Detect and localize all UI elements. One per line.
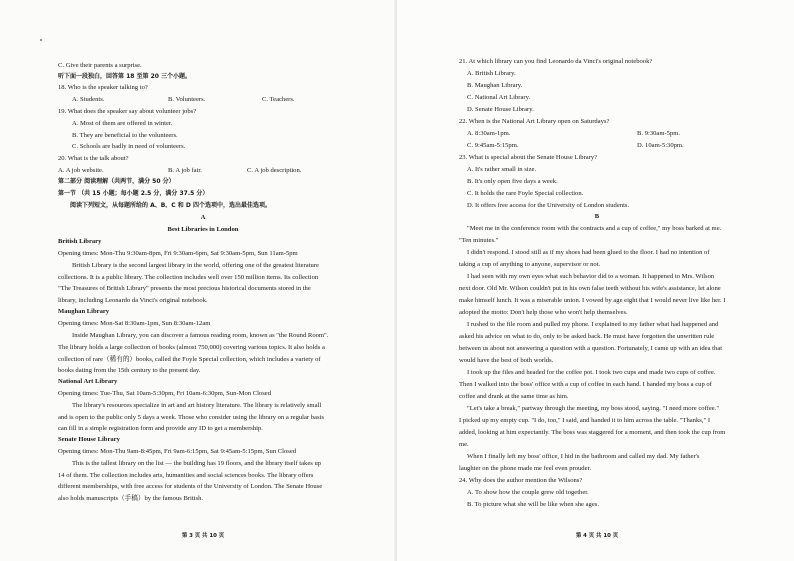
body-line: laughter on the phone made me feel even prouder. — [459, 465, 592, 472]
body-line: The library holds a large collection of books (almost 750,000) covering various topics. It also holds a — [58, 344, 325, 351]
q21-option-b: B. Maughan Library. — [467, 82, 523, 89]
q24-stem: 24. Why does the author mention the Wilsons? — [459, 477, 583, 484]
body-line: can fill in a simple registration form and provide any ID to get a membership. — [58, 425, 263, 432]
body-line: "Let's take a break," partway through the meeting, my boss stood, saying. "I need more coffee." — [467, 405, 720, 412]
q23-option-c: C. It holds the rare Foyle Special collection. — [467, 190, 584, 197]
body-line: When I finally left my boss' office, I hid in the bathroom and called my dad. My father's — [467, 453, 700, 460]
section-instruction: 阅读下列短文，从每题所给的 A、B、C 和 D 四个选项中，选出最佳选项。 — [70, 202, 271, 209]
q19-option-a: A. Most of them are offered in winter. — [72, 120, 173, 127]
body-line: books dating from the 15th century to the present day. — [58, 367, 201, 374]
body-line: "Ten minutes." — [459, 237, 499, 244]
q21-option-c: C. National Art Library. — [467, 94, 531, 101]
page-number: 第 4 页 共 10 页 — [575, 533, 619, 539]
body-line: This is the tallest library on the list — the building has 19 floors, and the library itself takes up — [72, 460, 322, 467]
opening-times: Opening times: Mon-Sat 8:30am-1pm, Sun 8:30am-12am — [58, 320, 211, 327]
q23-stem: 23. What is special about the Senate House Library? — [459, 154, 598, 161]
q20-option-c: C. A job description. — [247, 167, 302, 174]
q23-option-a: A. It's rather small in size. — [467, 166, 537, 173]
body-line: Inside Maughan Library, you can discover a famous reading room, known as "the Round Room". — [72, 332, 329, 339]
q23-option-d: D. It offers free access for the University of London students. — [467, 202, 630, 209]
body-line: "Meet me in the conference room with the contracts and a cup of coffee," my boss barked at me. — [467, 225, 722, 232]
q20-option-b: B. A job fair. — [168, 167, 202, 174]
body-line: and is open to the public only 5 days a week. Those who consider using the library on a regular basis — [58, 414, 324, 421]
q22-option-a: A. 8:30am-1pm. — [467, 130, 511, 137]
q20-stem: 20. What is the talk about? — [58, 155, 129, 162]
right-page — [397, 0, 794, 561]
q24-option-b: B. To picture what she will be like when she ages. — [467, 501, 599, 508]
q24-option-a: A. To show how the couple grew old together. — [467, 489, 589, 496]
q19-option-c: C. Schools are badly in need of volunteers. — [72, 143, 186, 150]
q23-option-b: B. It's only open five days a week. — [467, 178, 558, 185]
opening-times: Opening times: Tue-Thu, Sat 10am-5:30pm, Fri 10am-6:30pm, Sun-Mon Closed — [58, 390, 272, 397]
library-heading: Senate House Library — [58, 436, 120, 443]
body-line: would have the best of both worlds. — [459, 357, 554, 364]
body-line: British Library is the second largest library in the world, offering one of the greatest literature — [72, 262, 319, 269]
body-line: collections. It is a public library. The collection includes well over 150 million items. Its collection — [58, 274, 319, 281]
body-line: 14 of them. The collection includes arts, humanities and social sciences books. The library offers — [58, 472, 314, 479]
q18-option-c: C. Teachers. — [262, 96, 295, 103]
q22-option-d: D. 10am-5:30pm. — [637, 142, 684, 149]
body-line: adopted the motto: Don't help those who won't help themselves. — [459, 309, 628, 316]
library-heading: British Library — [58, 238, 102, 245]
body-line: also holds manuscripts（手稿）by the famous British. — [58, 495, 204, 502]
body-line: I had seen with my own eyes what such behavior did to a woman. It happened to Mrs. Wilson — [467, 273, 715, 280]
q22-option-c: C. 9:45am-5:15pm. — [467, 142, 519, 149]
body-line: I rushed to the file room and pulled my phone. I explained to my father what had happened and — [467, 321, 719, 328]
body-line: Then I walked into the boss' office with a cup of coffee in each hand. I handed my boss a cup of — [459, 381, 712, 388]
q21-stem: 21. At which library can you find Leonardo da Vinci's original notebook? — [459, 58, 653, 65]
q18-stem: 18. Who is the speaker talking to? — [58, 84, 148, 91]
q22-stem: 22. When is the National Art Library open on Saturdays? — [459, 118, 610, 125]
body-line: added, looking at him expectantly. The boss was staggered for a moment, and then took the cup from — [459, 429, 726, 436]
section-title: 第二部分 阅读理解（共两节，满分 50 分） — [58, 178, 175, 185]
q20-option-a: A. A job website. — [58, 167, 104, 174]
opening-times: Opening times: Mon-Thu 9:30am-8pm, Fri 9:30am-6pm, Sat 9:30am-5pm, Sun 11am-5pm — [58, 250, 298, 257]
page-number: 第 3 页 共 10 页 — [181, 533, 225, 539]
body-line: I didn't respond. I stood still as if my shoes had been glued to the floor. I had no intention of — [467, 249, 710, 256]
scan-speck — [40, 39, 42, 41]
opening-times: Opening times: Mon-Thu 9am-8:45pm, Fri 9am-6:15pm, Sat 9:45am-5:15pm, Sun Closed — [58, 448, 297, 455]
q21-option-a: A. British Library. — [467, 70, 516, 77]
section-subtitle: 第一节 （共 15 小题；每小题 2.5 分，满分 37.5 分） — [58, 190, 209, 197]
body-line: "The Treasures of British Library" presents the most precious historical documents stored in the — [58, 285, 311, 292]
q18-option-a: A. Students. — [72, 96, 105, 103]
passage-letter-a: A — [200, 214, 206, 221]
body-line: The library's resources specialize in art and art history literature. The library is relatively small — [72, 402, 322, 409]
body-line: me. — [459, 441, 469, 448]
listening-instruction: 听下面一段独白，回答第 18 至第 20 三个小题。 — [58, 73, 192, 80]
library-heading: National Art Library — [58, 378, 118, 385]
body-line: next door. Old Mr. Wilson couldn't put in his own false teeth without his wife's assistance, let alone — [459, 285, 721, 292]
q22-option-b: B. 9:30am-5pm. — [637, 130, 681, 137]
body-line: I picked up my empty cup. "I do, too," I said, and handed it to him across the table. "Thanks," I — [459, 417, 711, 424]
passage-letter-b: B — [594, 213, 600, 220]
q19-stem: 19. What does the speaker say about volunteer jobs? — [58, 108, 197, 115]
body-line: collection of rare（稀有的）books, called the Foyle Special collection, which includes a variety of — [58, 356, 321, 363]
body-line: library, including Leonardo da Vinci's original notebook. — [58, 297, 208, 304]
body-line: different memberships, with free access for students of the University of London. The Senate House — [58, 483, 323, 490]
q21-option-d: D. Senate House Library. — [467, 106, 534, 113]
body-line: between us about not answering a question with a question. Fortunately, I came up with an idea that — [459, 345, 723, 352]
passage-title: Best Libraries in London — [167, 226, 239, 233]
q17-option-c: C. Give their parents a surprise. — [58, 62, 142, 69]
body-line: asked his advice on what to do, only to be asked back. He must have forgotten the unwritten rule — [459, 333, 715, 340]
q18-option-b: B. Volunteers. — [168, 96, 206, 103]
body-line: I took up the files and headed for the coffee pot. I took two cups and made two cups of coffee. — [467, 369, 716, 376]
library-heading: Maughan Library — [58, 308, 110, 315]
q19-option-b: B. They are beneficial to the volunteers. — [72, 132, 178, 139]
body-line: taking a cup of anything to anyone, supervisor or not. — [459, 261, 601, 268]
body-line: coffee and drank at the same time as him. — [459, 393, 569, 400]
body-line: make himself lunch. It was a miserable union. I vowed by age eight that I would never live like her. I — [459, 297, 726, 304]
